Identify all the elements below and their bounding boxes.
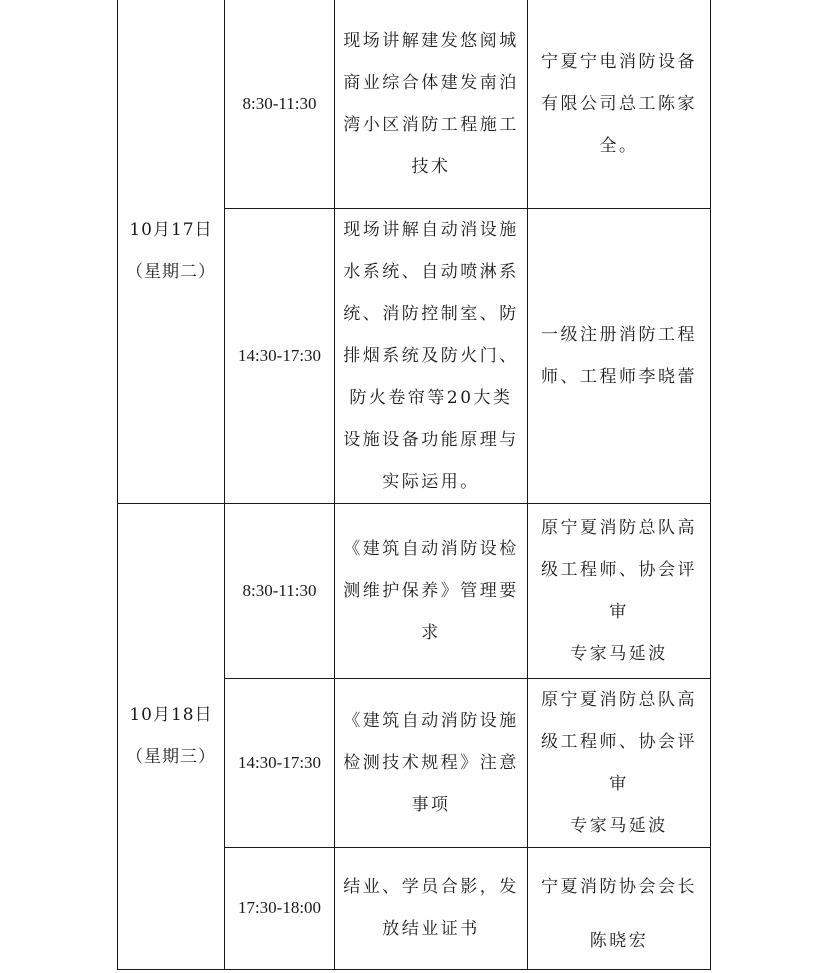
date-cell-oct17	[118, 0, 225, 503]
content-line: 求	[421, 622, 441, 643]
content-line: 《建筑自动消防设检	[343, 538, 519, 559]
date-text: 10月17日	[129, 220, 213, 241]
speaker-line: 师、工程师李晓蕾	[541, 366, 697, 387]
content-line: 现场讲解自动消设施	[343, 219, 519, 240]
content-line: 现场讲解建发悠阅城	[343, 30, 519, 51]
weekday-text: （星期三）	[126, 747, 216, 767]
speaker-line: 专家马延波	[570, 643, 668, 664]
speaker-cell	[528, 678, 711, 847]
table-row	[118, 0, 711, 208]
content-line: 检测技术规程》注意	[343, 752, 519, 773]
weekday-text: （星期二）	[126, 262, 216, 283]
speaker-cell	[528, 503, 711, 678]
time-cell: 8:30-11:30	[225, 503, 335, 678]
content-line: 事项	[411, 794, 451, 815]
speaker-line: 全。	[599, 135, 639, 156]
training-schedule-table	[117, 0, 711, 970]
time-cell: 8:30-11:30	[225, 0, 335, 208]
content-line: 设施设备功能原理与	[343, 429, 519, 450]
content-cell	[335, 0, 528, 208]
speaker-cell	[528, 0, 711, 208]
content-line: 《建筑自动消防设施	[343, 710, 519, 731]
content-line: 放结业证书	[382, 919, 480, 939]
speaker-line: 级工程师、协会评审	[541, 559, 697, 622]
content-line: 商业综合体建发南泊	[343, 72, 519, 93]
content-line: 防火卷帘等20大类	[349, 387, 513, 408]
time-cell: 14:30-17:30	[225, 208, 335, 503]
speaker-cell	[528, 847, 711, 969]
speaker-line: 专家马延波	[570, 815, 668, 836]
speaker-line: 有限公司总工陈家	[541, 93, 697, 114]
speaker-line: 陈晓宏	[589, 931, 649, 951]
content-cell	[335, 847, 528, 969]
speaker-line: 原宁夏消防总队高	[541, 689, 697, 710]
content-line: 结业、学员合影，发	[343, 877, 519, 897]
content-line: 湾小区消防工程施工	[343, 114, 519, 135]
content-cell	[335, 678, 528, 847]
speaker-line: 原宁夏消防总队高	[541, 517, 697, 538]
speaker-line: 宁夏消防协会会长	[541, 877, 697, 897]
speaker-line: 级工程师、协会评审	[541, 731, 697, 794]
content-line: 统、消防控制室、防	[343, 303, 519, 324]
content-cell	[335, 208, 528, 503]
time-cell: 14:30-17:30	[225, 678, 335, 847]
speaker-line: 宁夏宁电消防设备	[541, 51, 697, 72]
content-line: 技术	[411, 156, 451, 177]
speaker-cell	[528, 208, 711, 503]
table-row	[118, 503, 711, 678]
content-line: 实际运用。	[382, 471, 480, 492]
date-text: 10月18日	[129, 705, 213, 725]
date-cell-oct18	[118, 503, 225, 969]
speaker-line: 一级注册消防工程	[541, 324, 697, 345]
content-line: 水系统、自动喷淋系	[343, 261, 519, 282]
content-cell	[335, 503, 528, 678]
time-cell: 17:30-18:00	[225, 847, 335, 969]
content-line: 排烟系统及防火门、	[343, 345, 519, 366]
content-line: 测维护保养》管理要	[343, 580, 519, 601]
